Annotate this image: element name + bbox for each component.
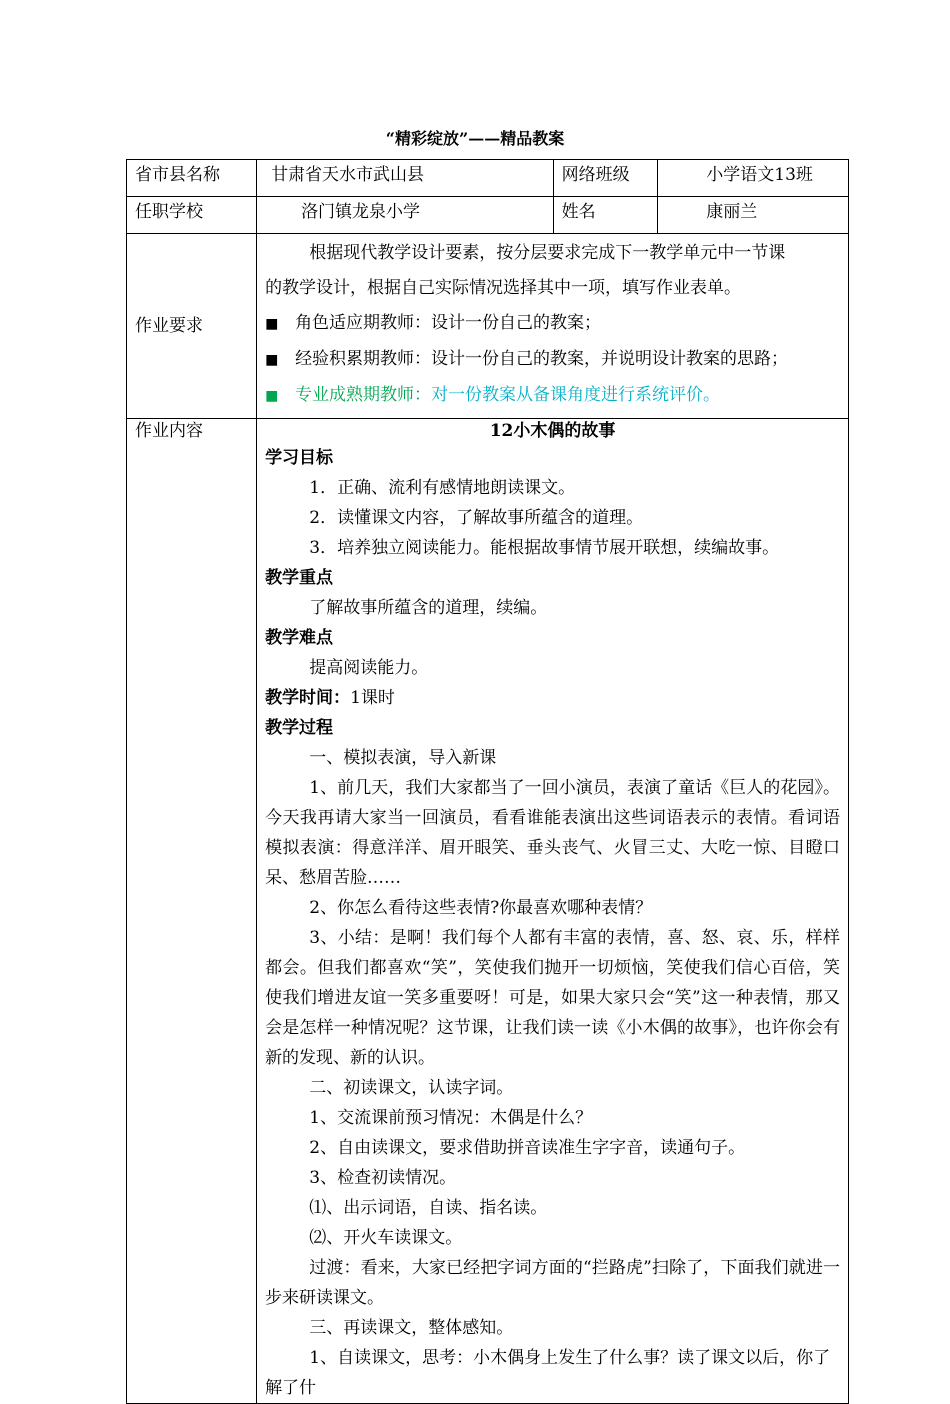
lesson-line: 一、模拟表演，导入新课 [309,748,497,768]
lesson-line: 1．正确、流利有感情地朗读课文。 [309,478,576,498]
lesson-line: 3、小结：是啊！我们每个人都有丰富的表情，喜、怒、哀、乐，样样都会。但我们都喜欢“笑”，笑使我们抛开一切烦恼，笑使我们信心百倍，笑使我们增进友谊一笑多重要呀！可是，如果大家只会“笑”这一种表情，那又会是怎样一种情况呢？这节课，让我们读一读《小木偶的故事》，也许你会有新的发现、新的认识。 [265,928,840,1068]
square-bullet-icon: ■ [265,352,279,368]
lesson-plan-content [257,419,849,1404]
lesson-body [265,443,840,1403]
lesson-line: 1、自读课文，思考：小木偶身上发生了什么事？读了课文以后，你了解了什 [265,1348,831,1398]
lesson-line: ⑴、出示词语，自读、指名读。 [309,1198,548,1218]
requirements-paragraph: 根据现代教学设计要素，按分层要求完成下一教学单元中一节课 [309,243,786,263]
lesson-line: 了解故事所蕴含的道理，续编。 [309,598,548,618]
name-label: 姓名 [553,197,658,234]
lesson-line: 三、再读课文，整体感知。 [309,1318,514,1338]
region-value: 甘肃省天水市武山县 [257,160,554,197]
lesson-line [265,683,840,713]
school-label: 任职学校 [127,197,257,234]
lesson-line: 教学过程 [265,718,334,738]
lesson-line: 2．读懂课文内容，了解故事所蕴含的道理。 [309,508,644,528]
requirement-text: 经验积累期教师：设计一份自己的教案，并说明设计教案的思路； [295,349,789,369]
region-label: 省市县名称 [127,160,257,197]
class-value: 小学语文13班 [658,160,849,197]
square-bullet-icon: ■ [265,388,279,404]
requirements-content [257,234,849,419]
time-value: 1课时 [350,688,395,708]
requirements-label: 作业要求 [127,234,257,419]
lesson-form-table [126,159,849,1404]
requirement-label: 专业成熟期教师： [295,385,432,405]
square-bullet-icon: ■ [265,316,279,332]
school-value: 洛门镇龙泉小学 [257,197,554,234]
lesson-line: ⑵、开火车读课文。 [309,1228,463,1248]
content-label: 作业内容 [127,419,257,1404]
requirement-text: 对一份教案从备课角度进行系统评价。 [431,385,721,405]
requirement-item [265,306,840,342]
time-label: 教学时间： [265,688,351,708]
requirement-item [265,342,840,378]
lesson-line: 二、初读课文，认读字词。 [309,1078,514,1098]
table-row [127,160,849,197]
requirements-paragraph-cont: 的教学设计，根据自己实际情况选择其中一项，填写作业表单。 [265,278,742,298]
document-title: “精彩绽放”——精品教案 [385,129,565,148]
lesson-line: 3、检查初读情况。 [309,1168,457,1188]
lesson-title: 12小木偶的故事 [489,421,616,441]
lesson-line: 3．培养独立阅读能力。能根据故事情节展开联想，续编故事。 [309,538,780,558]
lesson-line: 学习目标 [265,448,334,468]
requirement-text: 角色适应期教师：设计一份自己的教案； [295,313,602,333]
lesson-line: 教学重点 [265,568,334,588]
lesson-line: 教学难点 [265,628,334,648]
lesson-line: 过渡：看来，大家已经把字词方面的“拦路虎”扫除了，下面我们就进一步来研读课文。 [265,1258,840,1308]
lesson-line: 2、自由读课文，要求借助拼音读准生字字音，读通句子。 [309,1138,746,1158]
table-row [127,419,849,1404]
lesson-line: 1、前几天，我们大家都当了一回小演员，表演了童话《巨人的花园》。今天我再请大家当一回演员，看看谁能表演出这些词语表示的表情。看词语模拟表演：得意洋洋、眉开眼笑、垂头丧气、火冒三丈、大吃一惊、目瞪口呆、愁眉苦脸…… [265,778,840,888]
table-row [127,197,849,234]
lesson-line: 1、交流课前预习情况：木偶是什么？ [309,1108,593,1128]
requirement-item [265,378,840,414]
name-value: 康丽兰 [658,197,849,234]
table-row [127,234,849,419]
lesson-line: 2、你怎么看待这些表情?你最喜欢哪种表情？ [309,898,653,918]
class-label: 网络班级 [553,160,658,197]
lesson-line: 提高阅读能力。 [309,658,429,678]
